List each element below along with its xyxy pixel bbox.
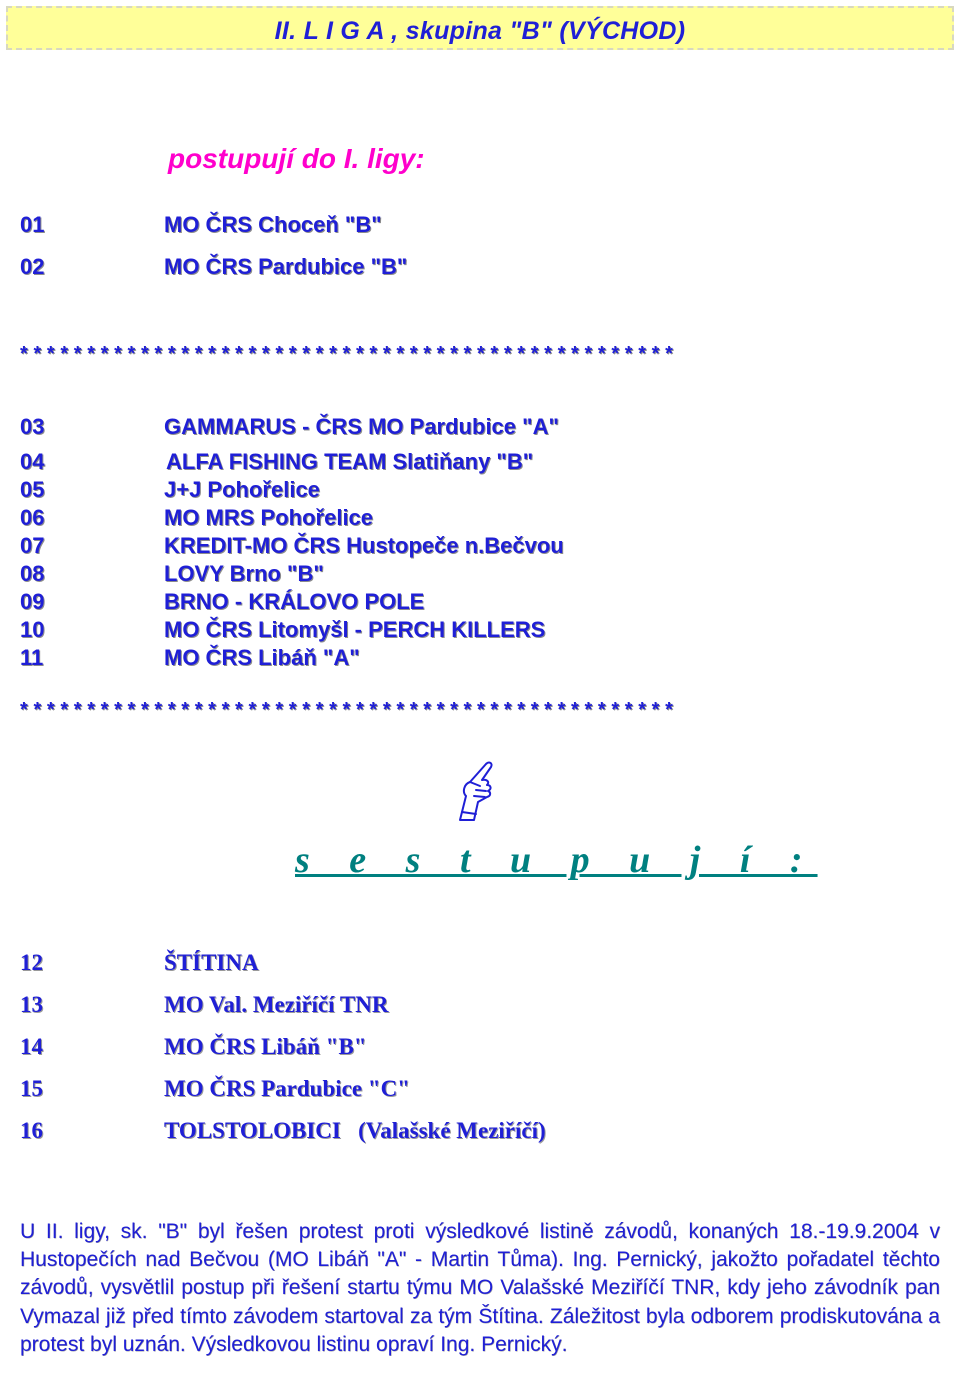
team-name: MO ČRS Choceň "B" [164,212,382,237]
separator-stars-bottom: * * * * * * * * * * * * * * * * * * * * * * * * * * * * * * * * * * * * * * * * * * * * * * * * * [20,699,673,721]
rank-number: 01 [20,212,45,237]
protest-note: U II. ligy, sk. "B" byl řešen protest proti výsledkové listině závodů, konaných 18.-19.9.2004 v Hustopečích nad Bečvou (MO Libáň "A" - Martin Tůma). Ing. Pernický, jakožto pořadatel těchto závodů, vysvětlil postup při řešení startu týmu MO Valašské Meziříčí TNR, kdy jeho závodník pan Vymazal již před tímto závodem startoval za tým Štítina. Záležitost byla odborem prodiskutována a protest byl uznán. Výsledkovou listinu opraví Ing. Pernický. [20,1220,940,1356]
rank-number: 15 [20,1076,43,1101]
rank-number: 12 [20,950,43,975]
relegated-heading: s e s t u p u j í : [295,839,818,881]
page-title: II. L I G A , skupina "B" (VÝCHOD) [274,17,686,45]
rank-number: 16 [20,1118,43,1143]
team-name: MO ČRS Pardubice "B" [164,254,408,279]
rank-number: 06 [20,505,45,530]
rank-number: 05 [20,477,45,502]
team-name: J+J Pohořelice [164,477,320,502]
team-name: ALFA FISHING TEAM Slatiňany "B" [166,449,534,474]
promoted-heading: postupují do I. ligy: [168,143,425,174]
rank-number: 03 [20,414,45,439]
rank-number: 02 [20,254,45,279]
team-name: MO ČRS Libáň "B" [164,1034,367,1059]
team-name: MO ČRS Litomyšl - PERCH KILLERS [164,617,546,642]
rank-number: 14 [20,1034,43,1059]
title-banner [6,6,954,50]
rank-number: 08 [20,561,45,586]
rank-number: 10 [20,617,45,642]
team-name: MO MRS Pohořelice [164,505,374,530]
pointing-hand-icon [452,760,496,822]
team-name: MO Val. Meziříčí TNR [164,992,389,1017]
team-name: ŠTÍTINA [164,950,259,975]
rank-number: 13 [20,992,43,1017]
team-name: MO ČRS Libáň "A" [164,645,360,670]
rank-number: 09 [20,589,45,614]
team-name: MO ČRS Pardubice "C" [164,1076,410,1101]
team-name: GAMMARUS - ČRS MO Pardubice "A" [164,414,559,439]
team-name: KREDIT-MO ČRS Hustopeče n.Bečvou [164,533,564,558]
rank-number: 07 [20,533,45,558]
separator-stars-top: * * * * * * * * * * * * * * * * * * * * * * * * * * * * * * * * * * * * * * * * * * * * * * * * * [20,343,673,365]
rank-number: 04 [20,449,45,474]
team-name: LOVY Brno "B" [164,561,324,586]
rank-number: 11 [20,645,44,670]
team-name: BRNO - KRÁLOVO POLE [164,589,425,614]
team-name: TOLSTOLOBICI (Valašské Meziříčí) [164,1118,546,1143]
